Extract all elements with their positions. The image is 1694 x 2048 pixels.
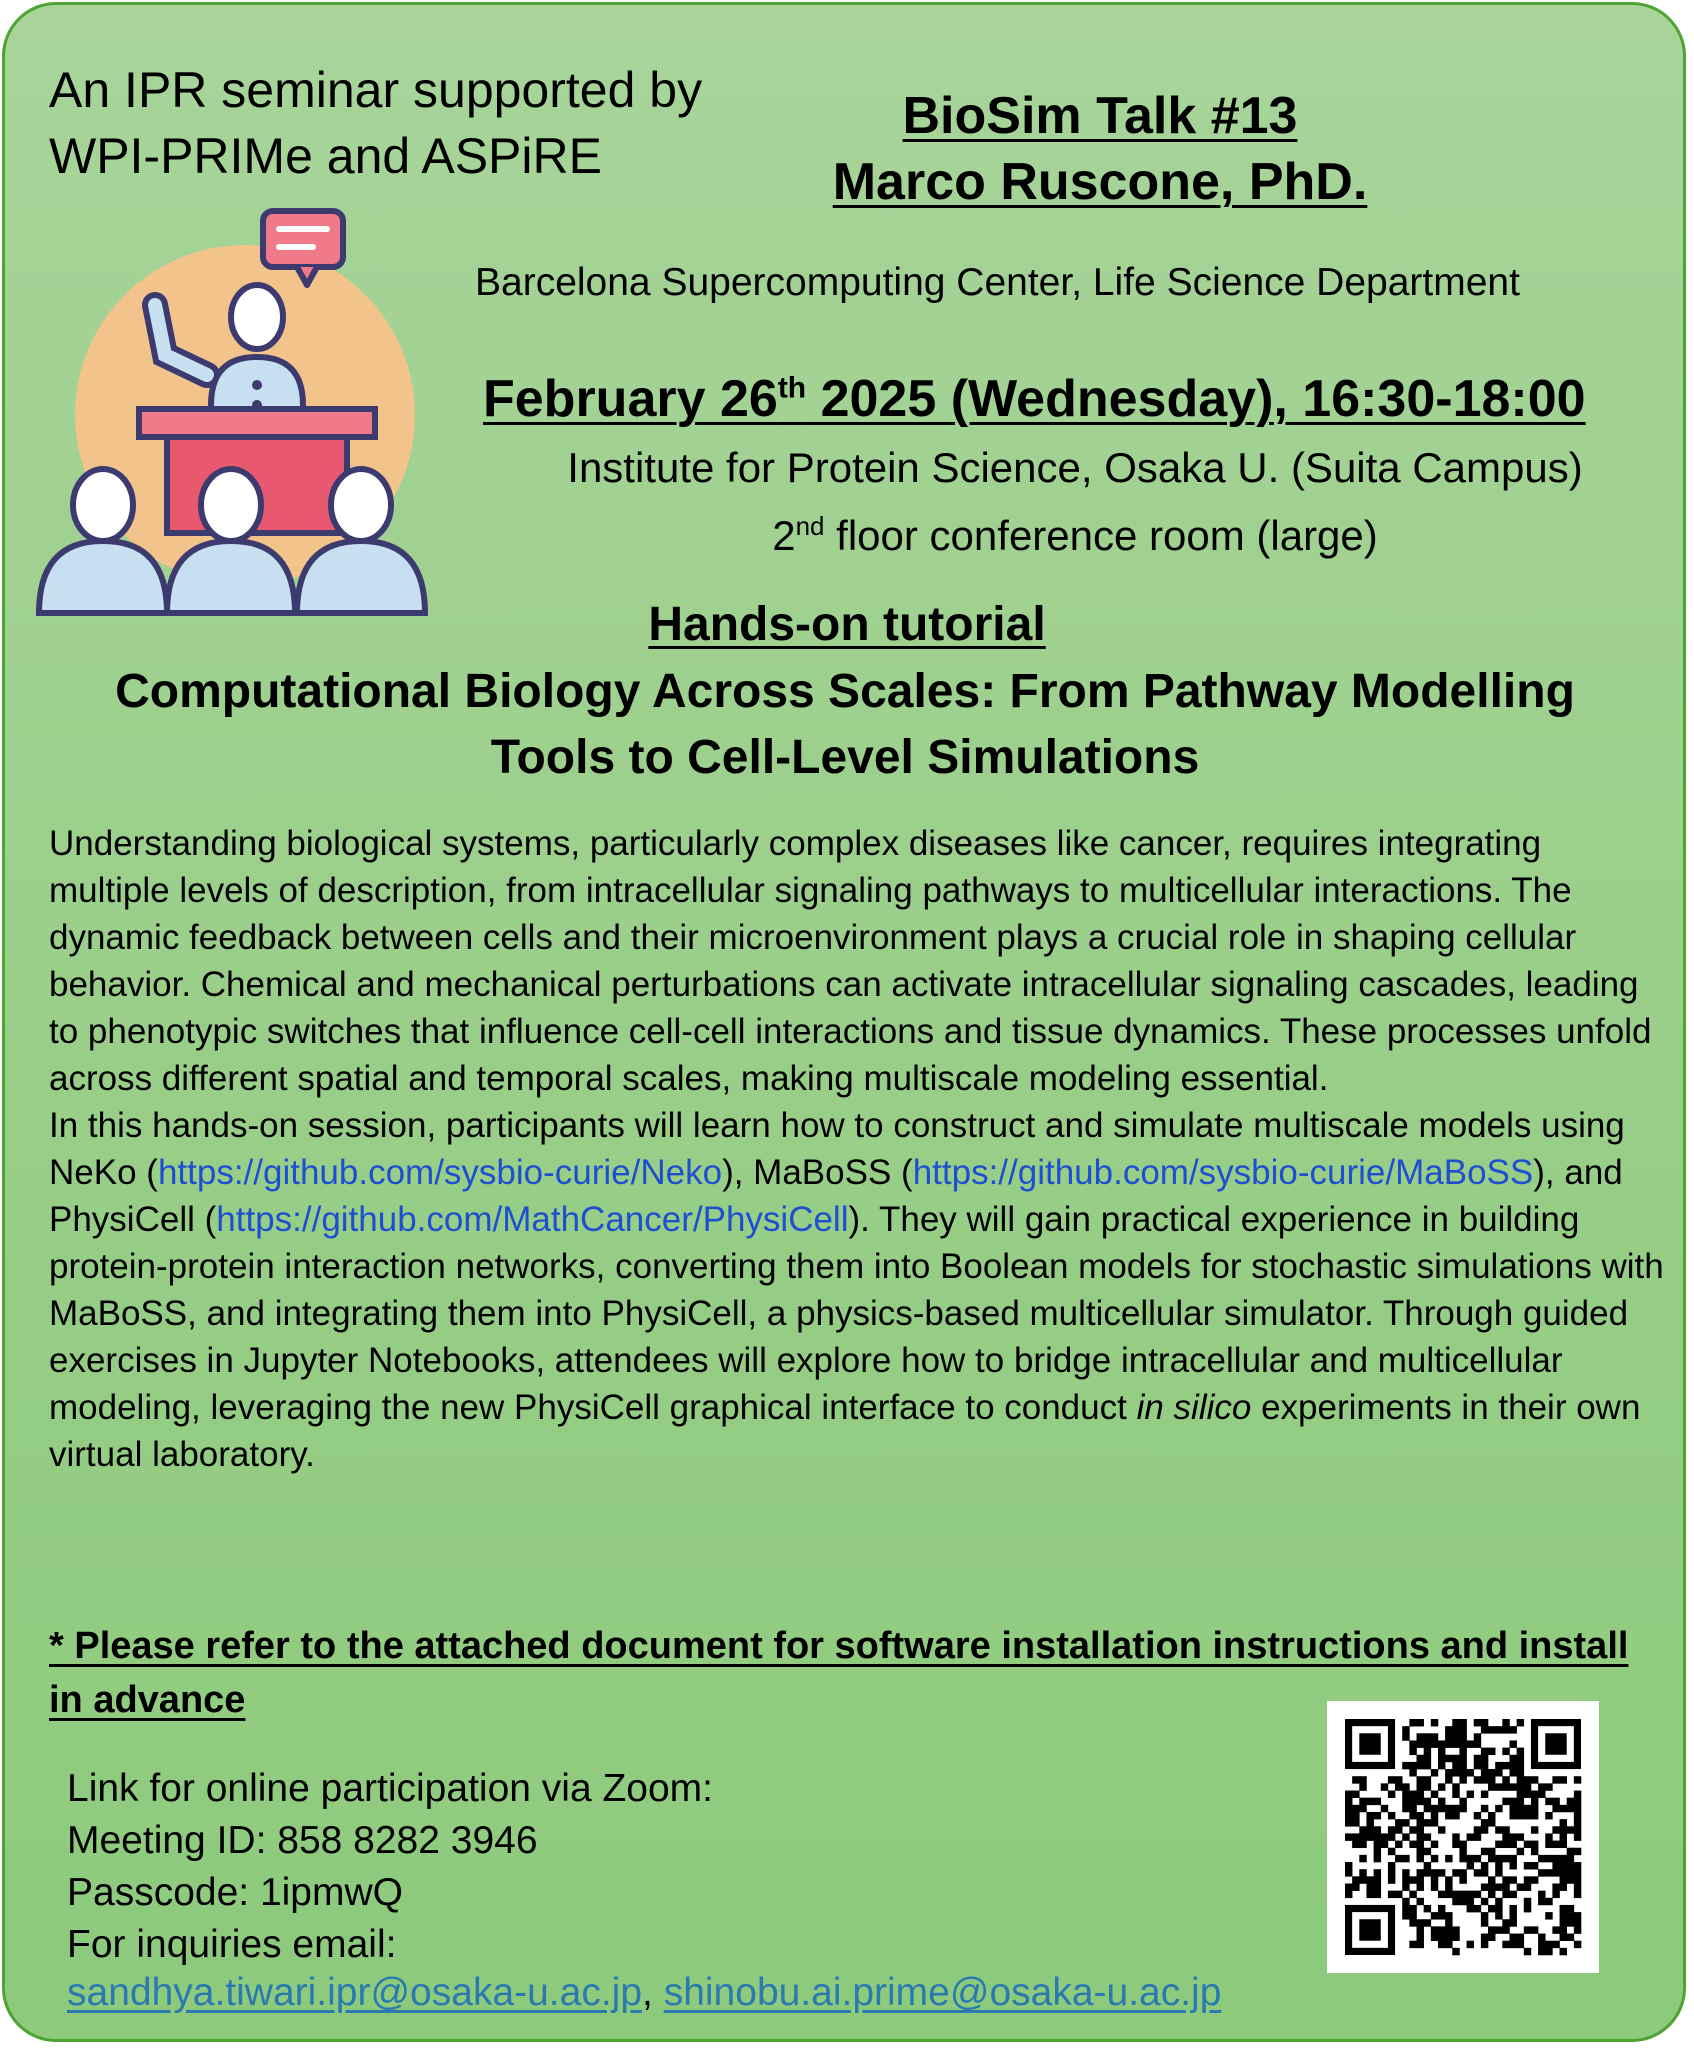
email-link-1[interactable]: sandhya.tiwari.ipr@osaka-u.ac.jp: [67, 1971, 643, 2014]
abstract-text: ), MaBoSS (: [722, 1153, 913, 1192]
room-name: floor conference room (large): [824, 512, 1378, 559]
abstract-text: ). They will gain practical experience in building protein-protein interaction networks, converting them into Boolean models for stochastic simulations with MaBoSS, and integrating them into PhysiCell, a physics-based multicellular simulator. Through guided exercises in Jupyter Notebooks, attendees will explore how to bridge intracellular and multicellular modeling, leveraging the new PhysiCell graphical interface to conduct: [49, 1200, 1664, 1427]
qr-code-icon[interactable]: [1327, 1701, 1599, 1973]
abstract-text: experiments in their own virtual laboratory.: [49, 1388, 1641, 1474]
abstract-text: ), and PhysiCell (: [49, 1153, 1623, 1239]
zoom-info: [67, 1763, 713, 1971]
speaker-name: Marco Ruscone, PhD.: [832, 153, 1368, 211]
venue-line-2: [475, 497, 1675, 565]
event-date: [483, 369, 1586, 429]
tutorial-kicker-wrap: [5, 597, 1686, 652]
maboss-link[interactable]: https://github.com/sysbio-curie/MaBoSS: [912, 1153, 1534, 1192]
sponsor-line-1: An IPR seminar supported by: [49, 62, 703, 118]
event-venue: [475, 439, 1675, 565]
speaker-affiliation: Barcelona Supercomputing Center, Life Science Department: [475, 261, 1520, 304]
abstract-paragraph-1: Understanding biological systems, particularly complex diseases like cancer, requires integrating multiple levels of description, from intracellular signaling pathways to multicellular interactions. The dynamic feedback between cells and their microenvironment plays a crucial role in shaping cellular behavior. Chemical and mechanical perturbations can activate intracellular signaling cascades, leading to phenotypic switches that influence cell-cell interactions and tissue dynamics. These processes unfold across different spatial and temporal scales, making multiscale modeling essential.: [49, 824, 1652, 1098]
zoom-link-label: Link for online participation via Zoom:: [67, 1767, 713, 1810]
series-title: BioSim Talk #13: [902, 87, 1298, 145]
installation-notice: * Please refer to the attached document for software installation instructions and install in advance: [49, 1625, 1629, 1721]
contact-emails: [67, 1971, 1221, 2015]
presenter-audience-icon: [35, 205, 465, 625]
zoom-passcode: Passcode: 1ipmwQ: [67, 1871, 403, 1914]
talk-header: [745, 83, 1455, 215]
email-separator: ,: [642, 1971, 664, 2014]
inquiries-label: For inquiries email:: [67, 1923, 397, 1966]
zoom-meeting-id: Meeting ID: 858 8282 3946: [67, 1819, 538, 1862]
abstract-text: In this hands-on session, participants will learn how to construct and simulate multiscale models using NeKo (: [49, 1106, 1625, 1192]
abstract-emphasis: in silico: [1136, 1388, 1252, 1427]
tutorial-title: Computational Biology Across Scales: From Pathway Modelling Tools to Cell-Level Simulations: [115, 665, 1575, 784]
date-time: 2025 (Wednesday), 16:30-18:00: [806, 370, 1586, 428]
sponsor-line-2: WPI-PRIMe and ASPiRE: [49, 128, 602, 184]
email-link-2[interactable]: shinobu.ai.prime@osaka-u.ac.jp: [663, 1971, 1222, 2014]
floor-number: 2: [772, 512, 796, 559]
physicell-link[interactable]: https://github.com/MathCancer/PhysiCell: [216, 1200, 849, 1239]
date-ordinal: th: [777, 371, 807, 405]
abstract-paragraph-2: [49, 1102, 1669, 1478]
date-day: February 26: [483, 370, 778, 428]
venue-line-1: Institute for Protein Science, Osaka U. (Suita Campus): [567, 444, 1583, 491]
seminar-poster: [2, 2, 1686, 2042]
sponsor-text: [49, 57, 702, 189]
neko-link[interactable]: https://github.com/sysbio-curie/Neko: [157, 1153, 723, 1192]
floor-ordinal: nd: [795, 511, 825, 541]
abstract: [49, 820, 1669, 1478]
tutorial-kicker: Hands-on tutorial: [648, 598, 1046, 651]
